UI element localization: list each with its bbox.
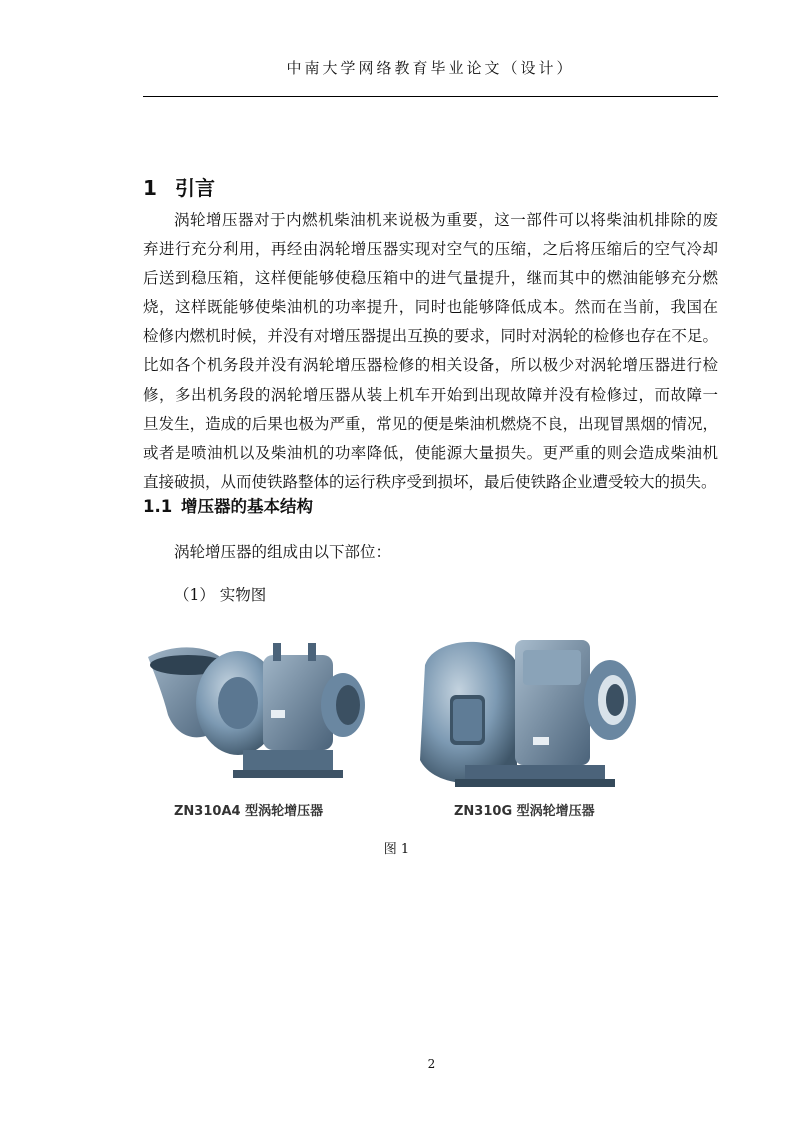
paragraph-line: 旦发生，造成的后果也极为严重，常见的便是柴油机燃烧不良，出现冒黑烟的情况，	[143, 414, 718, 433]
paragraph-line: 弃进行充分利用，再经由涡轮增压器实现对空气的压缩，之后将压缩后的空气冷却	[143, 240, 718, 259]
figure-label-left: ZN310A4 型涡轮增压器	[174, 804, 324, 819]
turbocharger-photo-zn310a4	[143, 625, 373, 795]
subsection-heading	[143, 493, 313, 517]
paragraph-line: 直接破损，从而使铁路整体的运行秩序受到损坏，最后使铁路企业遭受较大的损失。	[143, 472, 717, 491]
page-number: 2	[427, 1057, 436, 1071]
figure-label-right: ZN310G 型涡轮增压器	[454, 804, 595, 819]
paragraph-line: 或者是喷油机以及柴油机的功率降低，使能源大量损失。更严重的则会造成柴油机	[143, 443, 718, 462]
list-item: （1） 实物图	[174, 586, 267, 604]
paragraph-line: 修，多出机务段的涡轮增压器从装上机车开始到出现故障并没有检修过，而故障一	[143, 385, 718, 404]
paragraph-line: 涡轮增压器对于内燃机柴油机来说极为重要，这一部件可以将柴油机排除的废	[174, 211, 718, 229]
paragraph-line: 烧，这样既能够使柴油机的功率提升，同时也能够降低成本。然而在当前，我国在	[143, 298, 718, 317]
section-heading	[143, 172, 215, 201]
paragraph-line: 比如各个机务段并没有涡轮增压器检修的相关设备，所以极少对涡轮增压器进行检	[143, 356, 718, 375]
figure-caption: 图 1	[383, 842, 410, 857]
header-rule	[143, 96, 718, 97]
subsection-intro: 涡轮增压器的组成由以下部位：	[174, 543, 392, 561]
running-header: 中南大学网络教育毕业论文（设计）	[286, 59, 575, 77]
intro-paragraph	[143, 206, 718, 497]
section-title: 引言	[175, 176, 215, 200]
subsection-title: 增压器的基本结构	[181, 497, 313, 516]
section-number: 1	[143, 176, 157, 200]
paragraph-line: 检修内燃机时候，并没有对增压器提出互换的要求，同时对涡轮的检修也存在不足。	[143, 327, 718, 346]
subsection-number: 1.1	[143, 497, 173, 516]
paragraph-line: 后送到稳压箱，这样便能够使稳压箱中的进气量提升，继而其中的燃油能够充分燃	[143, 269, 718, 288]
turbocharger-photo-zn310g	[405, 625, 645, 795]
